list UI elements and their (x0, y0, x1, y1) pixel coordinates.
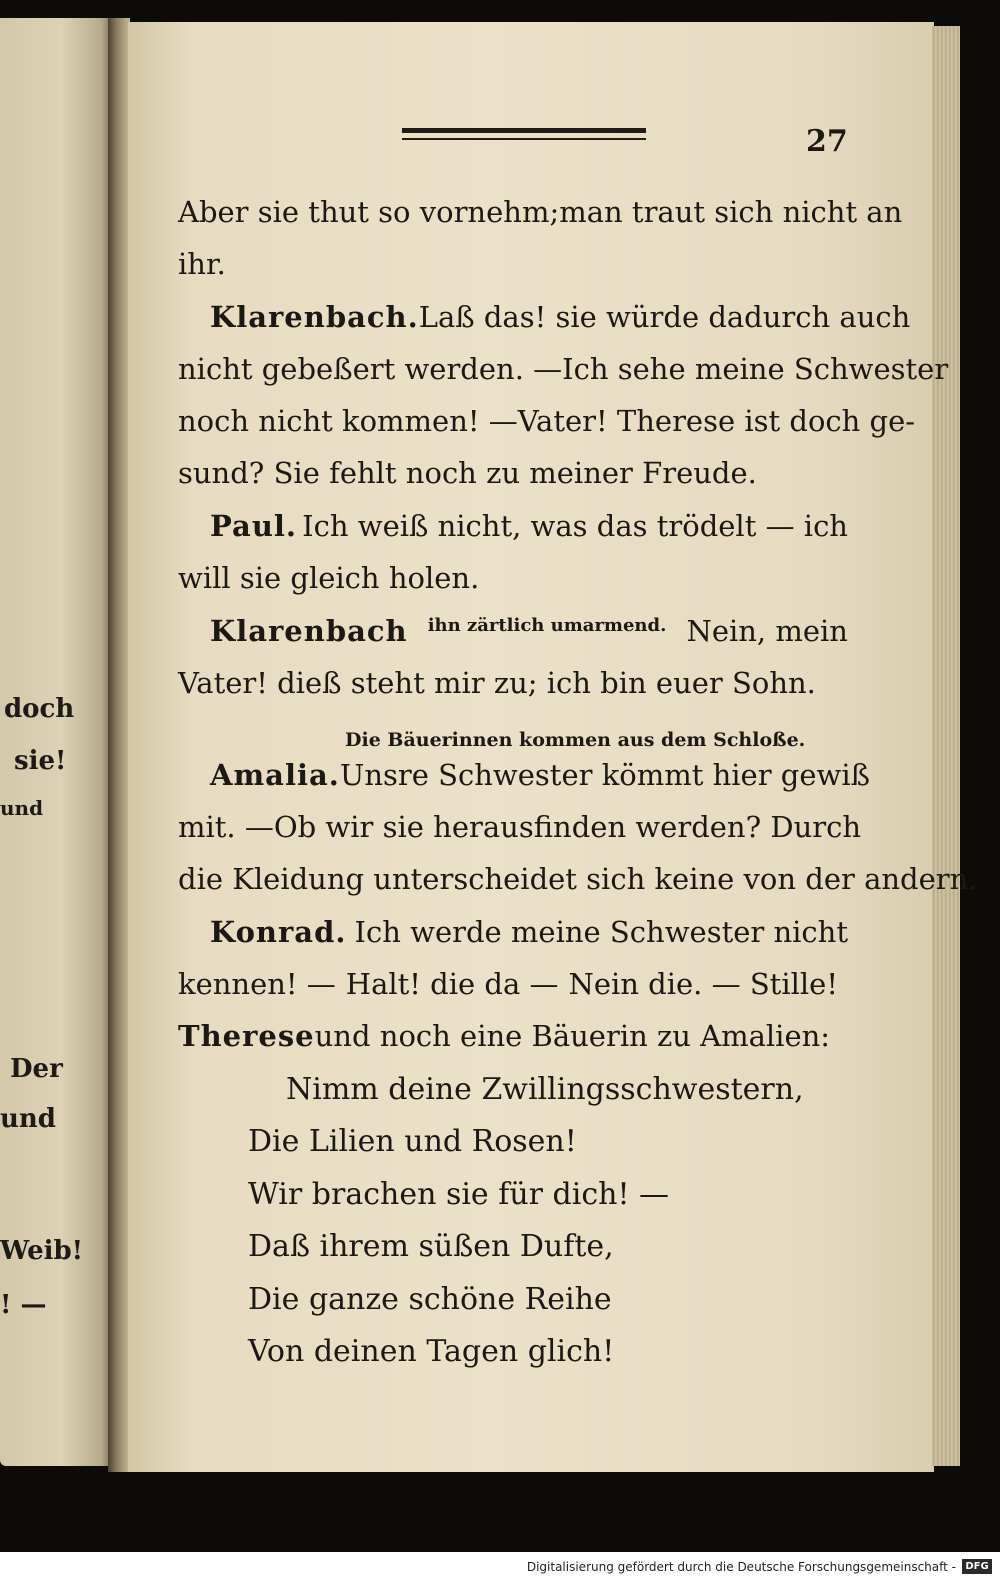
book-gutter (108, 18, 130, 1478)
line-text: nicht gebeßert werden. — (178, 352, 563, 386)
line-text: Ich sehe meine Schwester (562, 352, 949, 386)
text-line (178, 195, 903, 229)
speaker-name: Therese (178, 1019, 315, 1053)
line-text: und noch eine Bäuerin zu Amalien: (314, 1019, 831, 1053)
speaker-name: Paul. (210, 509, 298, 543)
text-line (286, 1072, 804, 1107)
text-line (178, 666, 816, 700)
left-page-fragment: ! — (0, 1290, 47, 1320)
line-text: Ich werde meine Schwester nicht (354, 915, 848, 949)
speaker-name: Klarenbach (210, 614, 408, 648)
line-text: die Kleidung unterscheidet sich keine von der andern. (178, 862, 978, 896)
line-text: Halt! die da — (345, 967, 559, 1001)
line-text: man traut sich nicht an (559, 195, 903, 229)
text-line (248, 1177, 670, 1212)
text-line (178, 967, 838, 1001)
text-line (178, 561, 480, 595)
left-page-fragment: Weib! (0, 1236, 84, 1266)
text-line (248, 1334, 615, 1369)
left-page-fragment: Der (10, 1054, 63, 1084)
verse-line: Daß ihrem süßen Dufte, (248, 1229, 614, 1264)
text-line (178, 862, 978, 896)
rule-thick (402, 128, 646, 133)
scan-background (0, 1472, 1000, 1552)
verse-line: Wir brachen sie für dich! — (248, 1177, 670, 1212)
line-text: kennen! — (178, 967, 336, 1001)
stage-direction: Die Bäuerinnen kommen aus dem Schloße. (345, 729, 806, 751)
text-line (248, 1282, 612, 1317)
footer (0, 1552, 1000, 1582)
dfg-logo-icon: DFG (962, 1559, 992, 1574)
line-text: Vater! dieß steht mir zu; ich bin euer Sohn. (178, 666, 816, 700)
line-text: Unsre Schwester kömmt hier gewiß (339, 758, 870, 792)
speaker-name: Konrad. (210, 915, 347, 949)
text-line (248, 1124, 577, 1159)
speaker-name: Klarenbach. (210, 300, 419, 334)
text-line (210, 509, 848, 543)
line-text: Ich weiß nicht, was das trödelt — ich (302, 509, 848, 543)
line-text: mit. — (178, 810, 274, 844)
line-text: Laß das! sie würde dadurch auch (418, 300, 911, 334)
line-text: Aber sie thut so vornehm; (178, 195, 560, 229)
line-text: Nein, mein (686, 614, 848, 648)
text-line (178, 456, 757, 490)
text-line (210, 758, 870, 792)
left-page-fragment: sie! (14, 746, 67, 776)
text-line (178, 404, 916, 438)
left-page-fragment: und (0, 1104, 56, 1134)
verse-line: Nimm deine Zwillingsschwestern, (286, 1072, 804, 1107)
text-line (178, 352, 949, 386)
footer-credit: Digitalisierung gefördert durch die Deutsche Forschungsgemeinschaft - (526, 1560, 956, 1574)
line-text: Ob wir sie herausfinden werden? Durch (273, 810, 862, 844)
left-page-fragment: und (0, 796, 44, 820)
line-text: Vater! Therese ist doch ge- (517, 404, 916, 438)
text-line (248, 1229, 614, 1264)
text-line (178, 247, 226, 281)
text-line (345, 722, 805, 751)
left-page-fragment: doch (4, 694, 75, 724)
text-line (210, 614, 848, 648)
text-line (210, 300, 911, 334)
page-number: 27 (806, 124, 848, 159)
line-text: ihr. (178, 247, 226, 281)
text-line (178, 810, 862, 844)
line-text: sund? Sie fehlt noch zu meiner Freude. (178, 456, 757, 490)
header-rule (402, 128, 646, 144)
verse-line: Von deinen Tagen glich! (248, 1334, 615, 1369)
line-text: will sie gleich holen. (178, 561, 480, 595)
line-text: Nein die. — Stille! (568, 967, 838, 1001)
page-edges (932, 26, 960, 1466)
text-line (178, 1019, 831, 1053)
stage-direction: ihn zärtlich umarmend. (427, 615, 667, 636)
verse-line: Die ganze schöne Reihe (248, 1282, 612, 1317)
rule-thin (402, 138, 646, 140)
text-line (210, 915, 848, 949)
verse-line: Die Lilien und Rosen! (248, 1124, 577, 1159)
speaker-name: Amalia. (210, 758, 340, 792)
line-text: noch nicht kommen! — (178, 404, 518, 438)
